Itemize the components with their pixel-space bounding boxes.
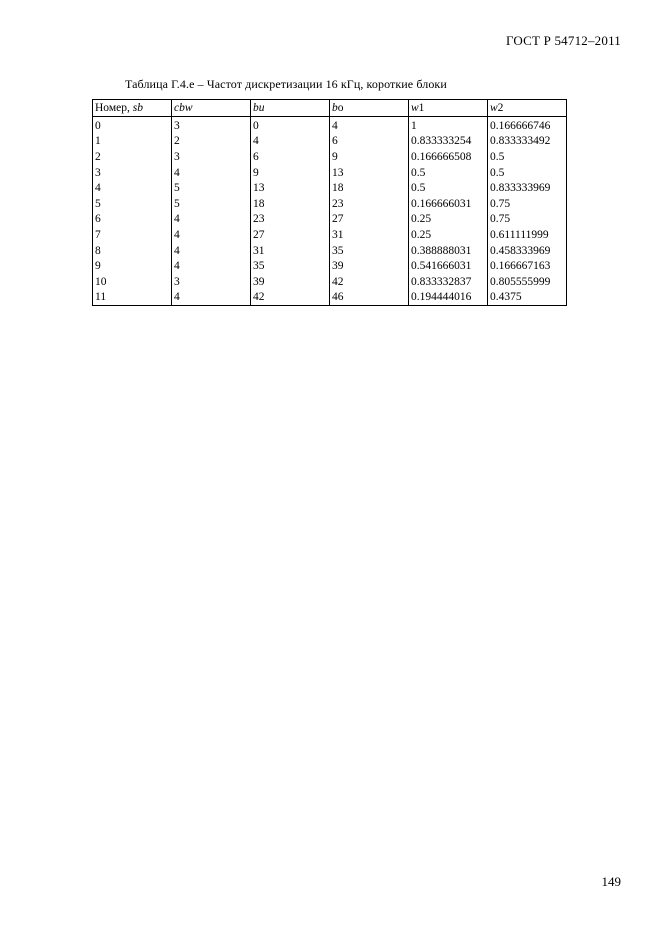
column-header-italic: sb	[132, 102, 143, 114]
table-row	[93, 180, 567, 196]
table-body	[93, 117, 567, 306]
cell-bo: 23	[330, 196, 409, 212]
cell-w1: 0.833332837	[409, 274, 488, 290]
cell-w1: 0.833333254	[409, 134, 488, 150]
column-header-italic: cbw	[174, 102, 193, 114]
table-row	[93, 196, 567, 212]
cell-w1: 0.388888031	[409, 243, 488, 259]
cell-bu: 6	[251, 149, 330, 165]
table-row	[93, 165, 567, 181]
table-row	[93, 274, 567, 290]
cell-sb: 7	[93, 227, 172, 243]
cell-w1: 0.194444016	[409, 290, 488, 306]
table-row	[93, 243, 567, 259]
cell-bu: 18	[251, 196, 330, 212]
data-table	[92, 99, 567, 306]
column-header-suffix: 1	[418, 102, 425, 114]
standard-designation: ГОСТ Р 54712–2011	[506, 33, 621, 48]
table-header-row	[93, 100, 567, 117]
cell-w2: 0.166667163	[488, 258, 567, 274]
cell-sb: 8	[93, 243, 172, 259]
cell-w2: 0.5	[488, 165, 567, 181]
cell-sb: 11	[93, 290, 172, 306]
cell-bo: 13	[330, 165, 409, 181]
cell-bu: 42	[251, 290, 330, 306]
cell-cbw: 3	[172, 274, 251, 290]
cell-bu: 9	[251, 165, 330, 181]
cell-w1: 0.166666031	[409, 196, 488, 212]
cell-cbw: 4	[172, 243, 251, 259]
cell-cbw: 3	[172, 149, 251, 165]
cell-bu: 31	[251, 243, 330, 259]
cell-bu: 27	[251, 227, 330, 243]
cell-w2: 0.5	[488, 149, 567, 165]
cell-w2: 0.4375	[488, 290, 567, 306]
column-header-w2	[488, 100, 567, 117]
cell-bo: 46	[330, 290, 409, 306]
cell-bu: 39	[251, 274, 330, 290]
cell-bo: 42	[330, 274, 409, 290]
table-row	[93, 258, 567, 274]
column-header-suffix: o	[337, 102, 344, 114]
cell-w2: 0.611111999	[488, 227, 567, 243]
table-row	[93, 149, 567, 165]
cell-cbw: 2	[172, 134, 251, 150]
cell-bu: 13	[251, 180, 330, 196]
cell-bo: 27	[330, 212, 409, 228]
cell-sb: 6	[93, 212, 172, 228]
cell-bo: 9	[330, 149, 409, 165]
cell-w2: 0.166666746	[488, 117, 567, 134]
cell-bu: 4	[251, 134, 330, 150]
cell-w1: 0.166666508	[409, 149, 488, 165]
cell-cbw: 4	[172, 290, 251, 306]
cell-w1: 0.25	[409, 227, 488, 243]
cell-cbw: 3	[172, 117, 251, 134]
cell-bo: 6	[330, 134, 409, 150]
cell-bo: 18	[330, 180, 409, 196]
cell-sb: 0	[93, 117, 172, 134]
cell-cbw: 4	[172, 212, 251, 228]
cell-cbw: 5	[172, 180, 251, 196]
cell-w1: 0.541666031	[409, 258, 488, 274]
table-row	[93, 117, 567, 134]
table-row	[93, 134, 567, 150]
cell-sb: 5	[93, 196, 172, 212]
cell-bo: 31	[330, 227, 409, 243]
cell-w2: 0.833333969	[488, 180, 567, 196]
cell-sb: 10	[93, 274, 172, 290]
page-number: 149	[601, 874, 621, 889]
table-caption: Таблица Г.4.е – Частот дискретизации 16 кГц, короткие блоки	[125, 77, 447, 91]
table-row	[93, 227, 567, 243]
cell-w2: 0.75	[488, 196, 567, 212]
cell-w1: 1	[409, 117, 488, 134]
column-header-bo	[330, 100, 409, 117]
cell-w1: 0.25	[409, 212, 488, 228]
column-header-italic: bu	[253, 102, 265, 114]
cell-cbw: 4	[172, 227, 251, 243]
table-row	[93, 290, 567, 306]
column-header-italic: w	[411, 102, 419, 114]
cell-bu: 35	[251, 258, 330, 274]
cell-bo: 35	[330, 243, 409, 259]
column-header-w1	[409, 100, 488, 117]
cell-cbw: 4	[172, 165, 251, 181]
cell-bu: 23	[251, 212, 330, 228]
cell-w1: 0.5	[409, 180, 488, 196]
cell-bu: 0	[251, 117, 330, 134]
column-header-suffix: 2	[497, 102, 504, 114]
cell-w2: 0.805555999	[488, 274, 567, 290]
column-header-text: Номер,	[95, 102, 133, 114]
cell-bo: 39	[330, 258, 409, 274]
cell-sb: 2	[93, 149, 172, 165]
cell-bo: 4	[330, 117, 409, 134]
cell-w2: 0.75	[488, 212, 567, 228]
cell-w2: 0.458333969	[488, 243, 567, 259]
cell-sb: 1	[93, 134, 172, 150]
cell-cbw: 4	[172, 258, 251, 274]
cell-sb: 4	[93, 180, 172, 196]
cell-sb: 3	[93, 165, 172, 181]
column-header-italic: b	[332, 102, 338, 114]
column-header-sb	[93, 100, 172, 117]
column-header-cbw	[172, 100, 251, 117]
cell-w2: 0.833333492	[488, 134, 567, 150]
cell-sb: 9	[93, 258, 172, 274]
column-header-bu	[251, 100, 330, 117]
table-row	[93, 212, 567, 228]
cell-cbw: 5	[172, 196, 251, 212]
cell-w1: 0.5	[409, 165, 488, 181]
column-header-italic: w	[490, 102, 498, 114]
